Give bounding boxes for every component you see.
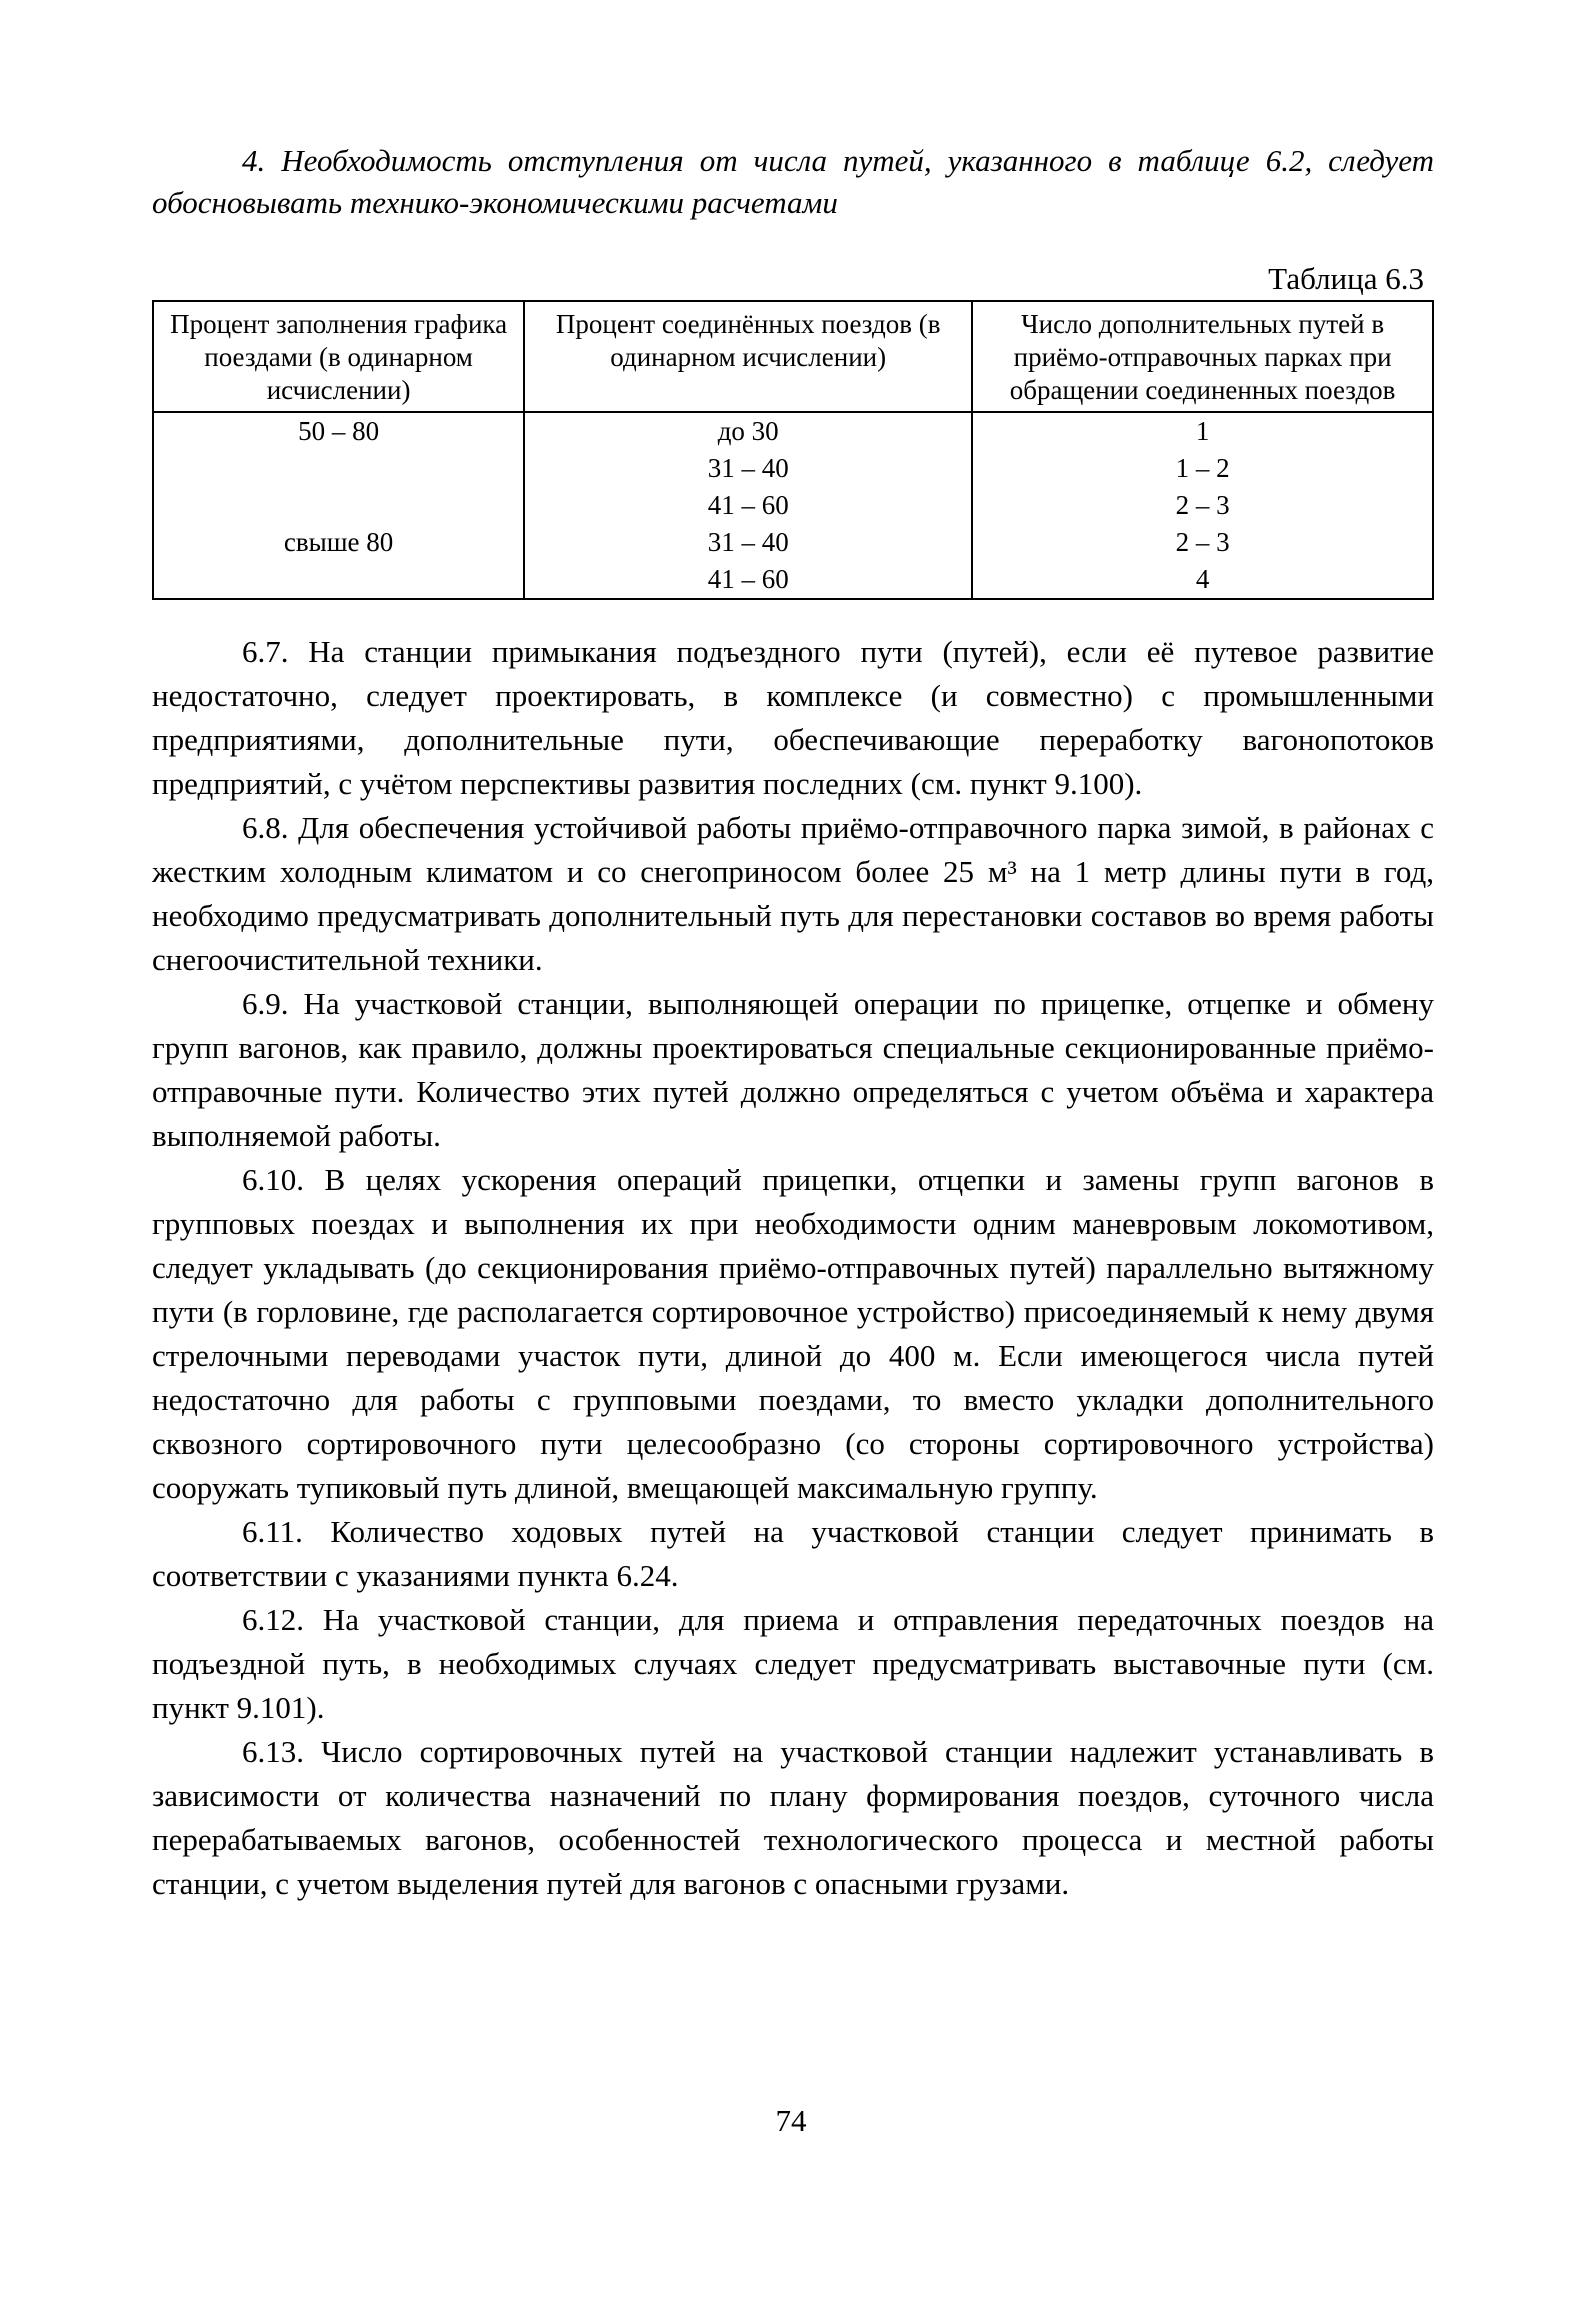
header-cell-joined-percent: Процент соединённых поездов (в одинарном исчислении) (524, 301, 972, 412)
paragraph-6-9: 6.9. На участковой станции, выполняющей операции по прицепке, отцепке и обмену групп вагонов, как правило, должны проектироваться специальные секционированные приёмо-отправочные пути. Количество этих путей должно определяться с учетом объёма и характера выполняемой работы. (152, 986, 1434, 1153)
table-note: 4. Необходимость отступления от числа путей, указанного в таблице 6.2, следует обосновывать технико-экономическими расчетами (152, 143, 1434, 220)
table-cell: 31 – 40 (524, 524, 972, 561)
header-cell-extra-tracks: Число дополнительных путей в приёмо-отправочных парках при обращении соединенных поездов (972, 301, 1433, 412)
table-cell: 2 – 3 (972, 524, 1433, 561)
table-row (153, 450, 1433, 487)
body-text (152, 630, 1434, 1906)
table-row (153, 412, 1433, 450)
table-cell (153, 450, 524, 487)
table-header-row (153, 301, 1433, 412)
table-cell (153, 487, 524, 524)
paragraph-6-8: 6.8. Для обеспечения устойчивой работы приёмо-отправочного парка зимой, в районах с жестким холодным климатом и со снегоприносом более 25 м³ на 1 метр длины пути в год, необходимо предусматривать дополнительный путь для перестановки составов во время работы снегоочистительной техники. (152, 810, 1434, 977)
page-number: 74 (775, 2103, 807, 2138)
table-row (153, 524, 1433, 561)
table-cell: 31 – 40 (524, 450, 972, 487)
paragraph-6-11: 6.11. Количество ходовых путей на участковой станции следует принимать в соответствии с указаниями пункта 6.24. (152, 1514, 1434, 1593)
table-cell: до 30 (524, 412, 972, 450)
table-row (153, 487, 1433, 524)
paragraph-6-10: 6.10. В целях ускорения операций прицепки, отцепки и замены групп вагонов в групповых поездах и выполнения их при необходимости одним маневровым локомотивом, следует укладывать (до секционирования приёмо-отправочных путей) параллельно вытяжному пути (в горловине, где располагается сортировочное устройство) присоединяемый к нему двумя стрелочными переводами участок пути, длиной до 400 м. Если имеющегося числа путей недостаточно для работы с групповыми поездами, то вместо укладки дополнительного сквозного сортировочного пути целесообразно (со стороны сортировочного устройства) сооружать тупиковый путь длиной, вмещающей максимальную группу. (152, 1162, 1434, 1505)
table-cell: 50 – 80 (153, 412, 524, 450)
table-cell: 1 (972, 412, 1433, 450)
data-table (152, 300, 1434, 600)
table-caption: Таблица 6.3 (1268, 261, 1424, 296)
table-cell: 4 (972, 561, 1433, 599)
document-page (152, 140, 1434, 1906)
paragraph-6-13: 6.13. Число сортировочных путей на участковой станции надлежит устанавливать в зависимости от количества назначений по плану формирования поездов, суточного числа перерабатываемых вагонов, особенностей технологического процесса и местной работы станции, с учетом выделения путей для вагонов с опасными грузами. (152, 1734, 1434, 1901)
table-row (153, 561, 1433, 599)
table-cell: свыше 80 (153, 524, 524, 561)
table-cell: 41 – 60 (524, 561, 972, 599)
paragraph-6-7: 6.7. На станции примыкания подъездного пути (путей), если её путевое развитие недостаточно, следует проектировать, в комплексе (и совместно) с промышленными предприятиями, дополнительные пути, обеспечивающие переработку вагонопотоков предприятий, с учётом перспективы развития последних (см. пункт 9.100). (152, 634, 1434, 801)
table-cell: 2 – 3 (972, 487, 1433, 524)
header-cell-fill-percent: Процент заполнения графика поездами (в одинарном исчислении) (153, 301, 524, 412)
table-cell: 41 – 60 (524, 487, 972, 524)
table-cell: 1 – 2 (972, 450, 1433, 487)
paragraph-6-12: 6.12. На участковой станции, для приема и отправления передаточных поездов на подъездной путь, в необходимых случаях следует предусматривать выставочные пути (см. пункт 9.101). (152, 1602, 1434, 1725)
table-cell (153, 561, 524, 599)
